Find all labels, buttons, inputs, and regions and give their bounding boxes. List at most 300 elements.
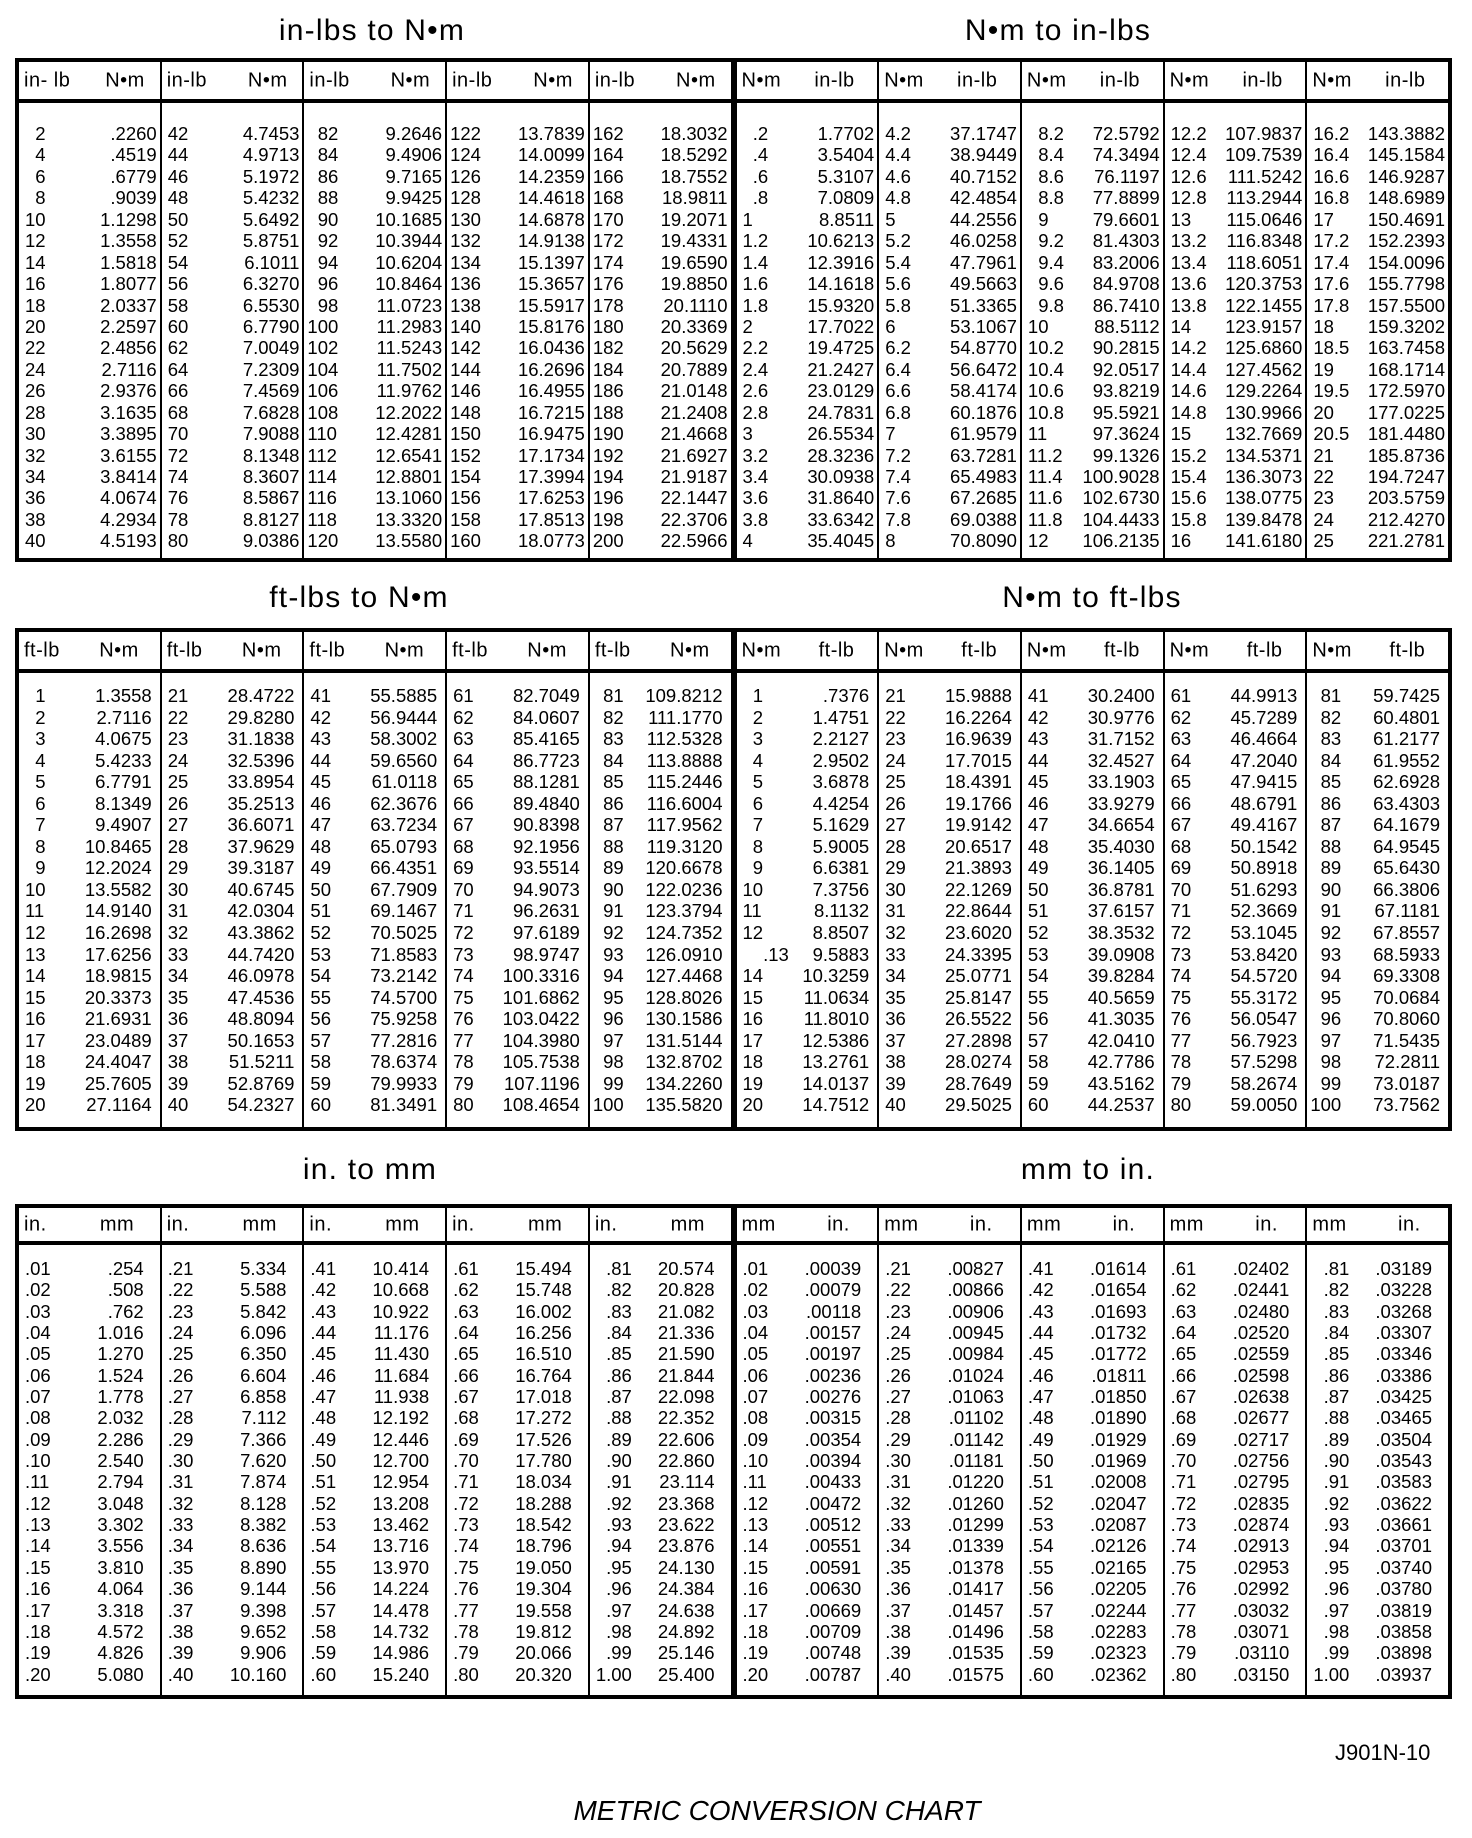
converted-value: .01929 bbox=[1090, 1428, 1147, 1450]
table-row bbox=[1022, 1664, 1163, 1685]
source-value: 11.8 bbox=[1027, 508, 1063, 530]
table-row bbox=[1165, 1365, 1306, 1386]
source-value: 11 bbox=[1027, 423, 1048, 445]
converted-value: 8.8511 bbox=[818, 208, 875, 230]
source-value: .60 bbox=[1027, 1663, 1054, 1685]
converted-value: 128.8026 bbox=[645, 986, 723, 1008]
source-value: 47 bbox=[310, 814, 331, 836]
foot-pound-torque-table bbox=[15, 628, 1452, 1131]
source-value: 6 bbox=[35, 165, 46, 187]
table-row bbox=[737, 273, 878, 294]
column-pair-rows bbox=[1022, 673, 1163, 1127]
table-row bbox=[879, 230, 1020, 251]
converted-value: 3.5404 bbox=[817, 144, 875, 166]
table-row bbox=[1165, 1322, 1306, 1343]
source-value: 130 bbox=[450, 208, 481, 230]
source-value: .36 bbox=[885, 1578, 911, 1600]
source-value: .13 bbox=[25, 1514, 51, 1536]
source-value: 11 bbox=[25, 900, 45, 922]
table-row bbox=[737, 402, 878, 423]
table-row bbox=[590, 466, 731, 487]
converted-value: .01181 bbox=[948, 1450, 1004, 1472]
converted-value: 212.4270 bbox=[1367, 508, 1446, 530]
table-row bbox=[304, 1514, 445, 1535]
table-row bbox=[1022, 1008, 1163, 1030]
source-value: .02 bbox=[742, 1279, 769, 1301]
converted-value: 18.5292 bbox=[660, 144, 728, 166]
converted-value: 18.0773 bbox=[517, 530, 585, 552]
source-value: 33 bbox=[167, 943, 189, 965]
table-row bbox=[1165, 836, 1306, 858]
header-source-unit: N•m bbox=[1169, 69, 1210, 91]
converted-value: 16.510 bbox=[515, 1343, 572, 1365]
converted-value: 9.5883 bbox=[812, 943, 870, 965]
converted-value: 53.8420 bbox=[1230, 943, 1298, 965]
source-value: .77 bbox=[453, 1599, 479, 1621]
converted-value: 1.7702 bbox=[817, 123, 875, 144]
table-row bbox=[879, 380, 1020, 401]
converted-value: .01378 bbox=[947, 1556, 1004, 1578]
table-row bbox=[304, 1621, 445, 1642]
source-value: .61 bbox=[1170, 1258, 1197, 1279]
converted-value: .01654 bbox=[1090, 1279, 1147, 1301]
converted-value: 12.2024 bbox=[84, 857, 152, 879]
table-row bbox=[1307, 1450, 1448, 1471]
converted-value: .02283 bbox=[1090, 1620, 1147, 1642]
table-row bbox=[447, 1664, 588, 1685]
table-row bbox=[1165, 1471, 1306, 1492]
table-row bbox=[737, 922, 878, 944]
table-row bbox=[1307, 771, 1448, 793]
column-header bbox=[162, 62, 303, 103]
table-row bbox=[304, 1557, 445, 1578]
table-row bbox=[162, 187, 303, 208]
converted-value: 2.7116 bbox=[101, 358, 157, 380]
table-row bbox=[590, 771, 731, 793]
converted-value: 122.0236 bbox=[645, 878, 723, 900]
table-row bbox=[737, 123, 878, 144]
column-pair bbox=[1022, 1208, 1165, 1695]
source-value: 60 bbox=[1027, 1094, 1049, 1116]
source-value: 35 bbox=[885, 986, 906, 1008]
converted-value: 58.4174 bbox=[950, 380, 1017, 402]
source-value: .40 bbox=[167, 1663, 194, 1685]
source-value: 24 bbox=[167, 749, 189, 771]
column-pair bbox=[590, 632, 731, 1127]
column-header bbox=[19, 1208, 160, 1245]
source-value: 89 bbox=[1320, 857, 1342, 879]
source-value: .94 bbox=[606, 1535, 632, 1557]
source-value: 48 bbox=[310, 835, 331, 857]
table-row bbox=[447, 728, 588, 750]
table-row bbox=[1307, 1279, 1448, 1300]
table-row bbox=[19, 295, 160, 316]
table-row bbox=[162, 707, 303, 729]
table-row bbox=[590, 1429, 731, 1450]
source-value: 15 bbox=[1170, 423, 1192, 445]
converted-value: 12.446 bbox=[372, 1428, 430, 1450]
source-value: 84 bbox=[1320, 749, 1342, 771]
converted-value: 55.5885 bbox=[370, 685, 438, 706]
table-row bbox=[879, 466, 1020, 487]
converted-value: .01575 bbox=[947, 1663, 1004, 1685]
converted-value: 21.6927 bbox=[660, 444, 728, 466]
converted-value: 85.4165 bbox=[512, 728, 580, 750]
converted-value: 7.3756 bbox=[812, 878, 870, 900]
source-value: .68 bbox=[453, 1407, 479, 1429]
header-source-unit: in-lb bbox=[309, 69, 350, 91]
table-row bbox=[19, 1094, 160, 1116]
converted-value: 18.9811 bbox=[662, 187, 728, 209]
table-row bbox=[879, 900, 1020, 922]
table-row bbox=[19, 1471, 160, 1492]
converted-value: .01850 bbox=[1090, 1386, 1147, 1408]
converted-value: 22.352 bbox=[657, 1407, 715, 1429]
converted-value: .00315 bbox=[804, 1407, 862, 1429]
source-value: 100 bbox=[307, 315, 339, 337]
source-value: 17.4 bbox=[1313, 251, 1350, 273]
source-value: 4.2 bbox=[885, 123, 911, 144]
table-row bbox=[737, 423, 878, 444]
converted-value: 5.9005 bbox=[812, 835, 870, 857]
source-value: .55 bbox=[1027, 1556, 1054, 1578]
table-row bbox=[737, 1279, 878, 1300]
column-pair bbox=[19, 62, 162, 558]
table-row bbox=[590, 944, 731, 966]
converted-value: 90.2815 bbox=[1092, 337, 1160, 359]
converted-value: .02008 bbox=[1090, 1471, 1147, 1493]
source-value: 180 bbox=[592, 315, 624, 337]
table-row bbox=[879, 1514, 1020, 1535]
table-row bbox=[590, 728, 731, 750]
source-value: 17 bbox=[25, 1029, 46, 1051]
source-value: 83 bbox=[603, 728, 624, 750]
table-row bbox=[304, 1407, 445, 1428]
source-value: 16 bbox=[742, 1008, 764, 1030]
table-row bbox=[19, 750, 160, 772]
converted-value: 25.400 bbox=[657, 1663, 715, 1685]
converted-value: 13.5582 bbox=[84, 878, 152, 900]
converted-value: 21.844 bbox=[657, 1364, 715, 1386]
table-row bbox=[304, 380, 445, 401]
column-header bbox=[1165, 62, 1306, 103]
source-value: 6.4 bbox=[885, 358, 911, 380]
table-row bbox=[879, 123, 1020, 144]
source-value: 10 bbox=[742, 878, 764, 900]
header-target-unit: ft-lb bbox=[1389, 639, 1426, 661]
converted-value: 4.064 bbox=[97, 1578, 144, 1600]
table-row bbox=[19, 1301, 160, 1322]
source-value: .29 bbox=[167, 1428, 194, 1450]
source-value: .89 bbox=[1323, 1428, 1350, 1450]
source-value: .88 bbox=[606, 1407, 632, 1429]
table-row bbox=[590, 1514, 731, 1535]
converted-value: 23.368 bbox=[657, 1492, 715, 1514]
converted-value: 2.286 bbox=[97, 1428, 144, 1450]
source-value: .59 bbox=[310, 1642, 337, 1664]
source-value: .31 bbox=[885, 1471, 911, 1493]
converted-value: .01339 bbox=[947, 1535, 1004, 1557]
converted-value: 19.304 bbox=[515, 1578, 572, 1600]
converted-value: 7.9088 bbox=[242, 423, 300, 445]
converted-value: .01772 bbox=[1090, 1343, 1147, 1365]
table-row bbox=[1307, 879, 1448, 901]
source-value: 1.8 bbox=[742, 294, 769, 316]
source-value: .22 bbox=[167, 1279, 194, 1301]
converted-value: 58.3002 bbox=[370, 728, 438, 750]
source-value: .86 bbox=[1323, 1364, 1350, 1386]
table-row bbox=[1307, 487, 1448, 508]
source-value: 152 bbox=[450, 444, 481, 466]
table-row bbox=[737, 316, 878, 337]
table-row bbox=[1022, 423, 1163, 444]
column-header bbox=[1307, 1208, 1448, 1245]
converted-value: 5.842 bbox=[240, 1300, 287, 1322]
source-value: .72 bbox=[453, 1492, 479, 1514]
converted-value: 76.1197 bbox=[1094, 165, 1160, 187]
source-value: 42 bbox=[167, 123, 189, 144]
source-value: 74 bbox=[453, 965, 474, 987]
converted-value: 18.542 bbox=[515, 1514, 572, 1536]
table-row bbox=[162, 1664, 303, 1685]
source-value: .91 bbox=[606, 1471, 632, 1493]
table-row bbox=[162, 1343, 303, 1364]
source-value: 15.6 bbox=[1170, 487, 1207, 509]
converted-value: 157.5500 bbox=[1367, 294, 1446, 316]
table-row bbox=[447, 1621, 588, 1642]
converted-value: .2260 bbox=[110, 123, 157, 144]
table-row bbox=[1165, 252, 1306, 273]
converted-value: 115.0646 bbox=[1226, 208, 1303, 230]
table-row bbox=[162, 295, 303, 316]
converted-value: .00512 bbox=[804, 1514, 862, 1536]
converted-value: 71.5435 bbox=[1373, 1029, 1441, 1051]
converted-value: 74.5700 bbox=[370, 986, 438, 1008]
table-row bbox=[737, 1343, 878, 1364]
converted-value: 111.1770 bbox=[648, 706, 723, 728]
table-row bbox=[1307, 1429, 1448, 1450]
source-value: 62 bbox=[167, 337, 189, 359]
converted-value: 129.2264 bbox=[1225, 380, 1303, 402]
converted-value: 12.3916 bbox=[807, 251, 875, 273]
table-row bbox=[1165, 1557, 1306, 1578]
converted-value: 2.794 bbox=[97, 1471, 144, 1493]
table-row bbox=[737, 1073, 878, 1095]
source-value: 46 bbox=[167, 165, 189, 187]
table-row bbox=[737, 750, 878, 772]
table-row bbox=[879, 252, 1020, 273]
converted-value: 37.9629 bbox=[227, 835, 295, 857]
converted-value: 36.6071 bbox=[227, 814, 295, 836]
source-value: .12 bbox=[742, 1492, 769, 1514]
converted-value: 12.192 bbox=[372, 1407, 430, 1429]
column-pair-rows bbox=[1165, 673, 1306, 1127]
column-pair bbox=[447, 62, 590, 558]
table-row bbox=[19, 728, 160, 750]
table-row bbox=[590, 509, 731, 530]
source-value: 2 bbox=[752, 706, 764, 728]
converted-value: 16.9639 bbox=[945, 728, 1012, 750]
table-row bbox=[304, 987, 445, 1009]
converted-value: 122.1455 bbox=[1225, 294, 1303, 316]
converted-value: 7.0809 bbox=[817, 187, 875, 209]
table-row bbox=[1307, 814, 1448, 836]
source-value: 3.6 bbox=[742, 487, 769, 509]
converted-value: 13.5580 bbox=[375, 530, 443, 552]
converted-value: 43.3862 bbox=[227, 922, 295, 944]
source-value: .76 bbox=[1170, 1578, 1197, 1600]
source-value: 17.2 bbox=[1313, 230, 1350, 252]
table-row bbox=[162, 1008, 303, 1030]
source-value: 5 bbox=[752, 771, 764, 793]
table-row bbox=[590, 402, 731, 423]
source-value: 186 bbox=[592, 380, 624, 402]
source-value: 72 bbox=[167, 444, 189, 466]
source-value: .6 bbox=[752, 165, 769, 187]
converted-value: 146.9287 bbox=[1367, 165, 1446, 187]
source-value: .16 bbox=[25, 1578, 51, 1600]
table-row bbox=[590, 965, 731, 987]
table-row bbox=[162, 1365, 303, 1386]
source-value: 23 bbox=[885, 728, 906, 750]
source-value: .85 bbox=[606, 1343, 632, 1365]
source-value: .54 bbox=[310, 1535, 337, 1557]
source-value: 45 bbox=[310, 771, 331, 793]
converted-value: 7.112 bbox=[241, 1407, 287, 1429]
converted-value: 68.5933 bbox=[1373, 943, 1441, 965]
column-pair-rows bbox=[162, 673, 303, 1127]
source-value: .04 bbox=[25, 1322, 51, 1344]
source-value: 96 bbox=[1320, 1008, 1342, 1030]
table-row bbox=[1165, 750, 1306, 772]
column-pair-rows bbox=[447, 103, 588, 558]
table-row bbox=[590, 1493, 731, 1514]
column-header bbox=[447, 632, 588, 673]
source-value: 13 bbox=[1170, 208, 1192, 230]
source-value: 82 bbox=[1320, 706, 1342, 728]
converted-value: 4.0674 bbox=[100, 487, 157, 509]
table-row bbox=[1307, 1322, 1448, 1343]
converted-value: 93.8219 bbox=[1092, 380, 1160, 402]
source-value: 1.4 bbox=[742, 251, 769, 273]
converted-value: 7.0049 bbox=[242, 337, 300, 359]
source-value: 5 bbox=[885, 208, 896, 230]
source-value: 22 bbox=[167, 706, 189, 728]
converted-value: 21.2427 bbox=[807, 358, 875, 380]
table-row bbox=[737, 1664, 878, 1685]
source-value: 68 bbox=[453, 835, 474, 857]
source-value: .05 bbox=[25, 1343, 51, 1365]
table-row bbox=[1307, 1621, 1448, 1642]
table-row bbox=[447, 1450, 588, 1471]
table-row bbox=[1165, 1094, 1306, 1116]
header-target-unit: N•m bbox=[533, 69, 573, 91]
converted-value: 15.9320 bbox=[807, 294, 875, 316]
source-value: 132 bbox=[450, 230, 481, 252]
converted-value: 48.6791 bbox=[1230, 792, 1298, 814]
table-row bbox=[590, 487, 731, 508]
column-pair-rows bbox=[1022, 1245, 1163, 1695]
table-row bbox=[590, 1621, 731, 1642]
table-row bbox=[879, 509, 1020, 530]
header-target-unit: ft-lb bbox=[1103, 639, 1140, 661]
table-row bbox=[1307, 1471, 1448, 1492]
table-row bbox=[19, 1279, 160, 1300]
column-header bbox=[447, 62, 588, 103]
converted-value: 35.4030 bbox=[1087, 835, 1155, 857]
table-row bbox=[590, 530, 731, 551]
converted-value: 6.3270 bbox=[242, 273, 300, 295]
converted-value: 12.954 bbox=[372, 1471, 430, 1493]
source-value: 74 bbox=[167, 466, 189, 487]
source-value: 61 bbox=[1170, 685, 1192, 706]
source-value: .89 bbox=[606, 1428, 632, 1450]
table-row bbox=[737, 166, 878, 187]
table-row bbox=[1165, 771, 1306, 793]
converted-value: 16.764 bbox=[515, 1364, 572, 1386]
source-value: .96 bbox=[606, 1578, 632, 1600]
table-row bbox=[19, 1386, 160, 1407]
table-row bbox=[162, 466, 303, 487]
table-row bbox=[737, 487, 878, 508]
header-target-unit: N•m bbox=[676, 69, 716, 91]
source-value: 16 bbox=[1170, 530, 1192, 552]
header-source-unit: in- lb bbox=[24, 69, 71, 91]
source-value: 4.8 bbox=[885, 187, 911, 209]
table-row bbox=[737, 900, 878, 922]
converted-value: 17.7022 bbox=[807, 315, 875, 337]
converted-value: 15.1397 bbox=[517, 251, 585, 273]
table-row bbox=[1022, 1258, 1163, 1279]
converted-value: 67.7909 bbox=[370, 878, 438, 900]
column-header bbox=[304, 1208, 445, 1245]
converted-value: 37.1747 bbox=[950, 123, 1017, 144]
converted-value: 70.5025 bbox=[370, 922, 438, 944]
source-value: 20 bbox=[25, 1094, 46, 1116]
source-value: 32 bbox=[885, 922, 906, 944]
column-pair bbox=[162, 62, 305, 558]
table-row bbox=[879, 1301, 1020, 1322]
table-row bbox=[304, 857, 445, 879]
converted-value: 28.4722 bbox=[227, 685, 295, 706]
source-value: 31 bbox=[885, 900, 906, 922]
source-value: 97 bbox=[603, 1029, 624, 1051]
table-row bbox=[19, 1621, 160, 1642]
source-value: 34 bbox=[885, 965, 906, 987]
converted-value: 120.6678 bbox=[645, 857, 723, 879]
converted-value: 8.890 bbox=[240, 1556, 287, 1578]
column-pair-rows bbox=[590, 1245, 731, 1695]
table-row bbox=[1022, 487, 1163, 508]
source-value: .13 bbox=[742, 1514, 769, 1536]
table-row bbox=[879, 530, 1020, 551]
converted-value: 11.0634 bbox=[803, 986, 870, 1008]
source-value: 92 bbox=[317, 230, 339, 252]
table-row bbox=[447, 879, 588, 901]
table-row bbox=[447, 944, 588, 966]
source-value: 84 bbox=[317, 144, 339, 166]
converted-value: .02520 bbox=[1232, 1322, 1290, 1344]
table-row bbox=[19, 771, 160, 793]
source-value: .76 bbox=[453, 1578, 479, 1600]
source-value: 9.6 bbox=[1038, 273, 1064, 295]
table-row bbox=[162, 857, 303, 879]
source-value: 23 bbox=[1313, 487, 1334, 509]
table-row bbox=[879, 1664, 1020, 1685]
converted-value: 5.1972 bbox=[242, 165, 300, 187]
table-row bbox=[1165, 380, 1306, 401]
table-row bbox=[1022, 402, 1163, 423]
